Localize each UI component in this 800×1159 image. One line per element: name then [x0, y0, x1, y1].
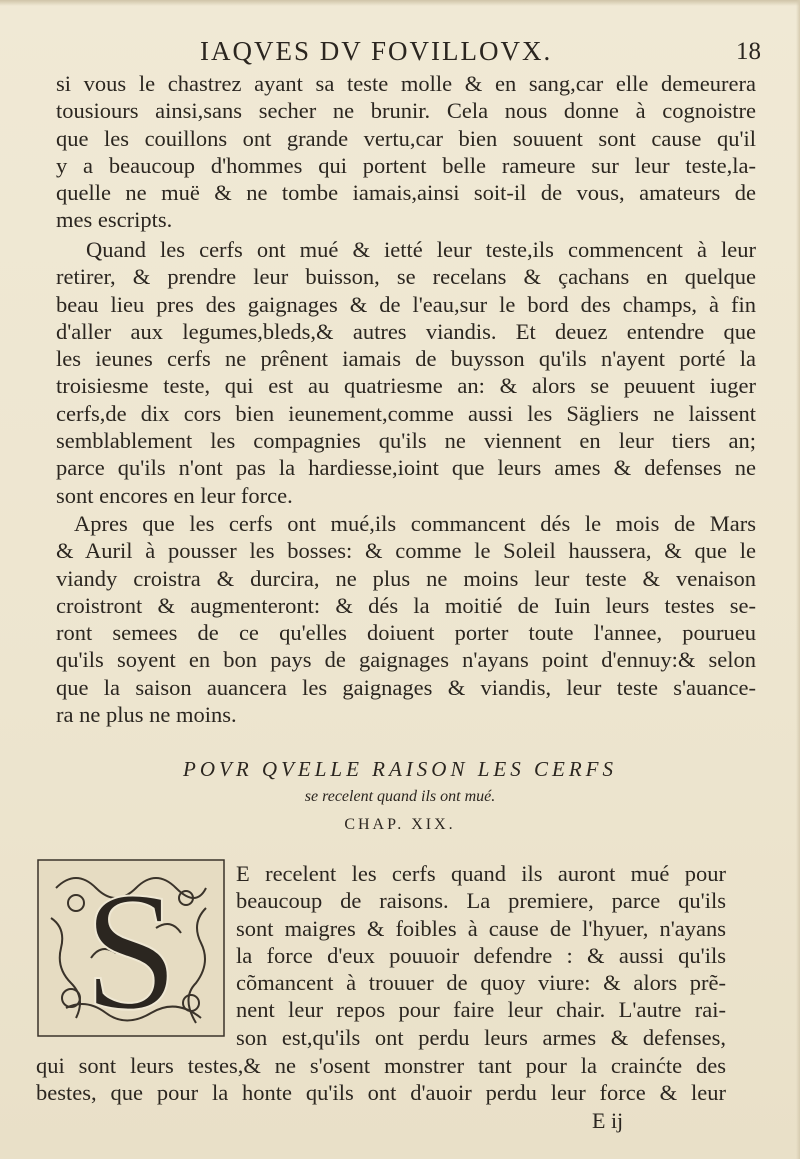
text-line: beau lieu pres des gaignages & de l'eau,sur le bord des champs, à fin	[56, 291, 756, 317]
text-line: d'aller aux legumes,bleds,& autres viandis. Et deuez entendre que	[56, 318, 756, 344]
page-edge-top	[0, 0, 800, 6]
text-line: y a beaucoup d'hommes qui portent belle rameure sur leur teste,la-	[56, 152, 756, 178]
text-line: bestes, que pour la honte qu'ils ont d'auoir perdu leur force & leur	[36, 1080, 726, 1106]
svg-text:S: S	[83, 858, 179, 1038]
text-line: sont encores en leur force.	[56, 482, 293, 508]
text-line: sont maigres & foibles à cause de l'hyuer, n'ayans	[236, 915, 726, 941]
text-line: tousiours ainsi,sans secher ne brunir. Cela nous donne à cognoistre	[56, 98, 756, 124]
text-line: ra ne plus ne moins.	[56, 702, 237, 728]
catchword: E ij	[592, 1108, 624, 1133]
paragraph-2	[56, 236, 756, 509]
text-line: beaucoup de raisons. La premiere, parce qu'ils	[236, 888, 726, 914]
text-line: cõmancent à trouuer de quoy viure: & alors prẽ-	[236, 970, 726, 996]
text-line: semblablement les compagnies qu'ils ne viennent en leur tiers an;	[56, 428, 756, 454]
text-line: troisiesme teste, qui est au quatriesme an: & alors se peuuent iuger	[56, 373, 756, 399]
text-line: qui sont leurs testes,& ne s'osent monstrer tant pour la crainćte des	[36, 1053, 726, 1078]
chapter-paragraph	[236, 860, 800, 1051]
text-line: parce qu'ils n'ont pas la hardiesse,ioint que leurs ames & defenses ne	[56, 455, 756, 481]
text-line: son est,qu'ils ont perdu leurs armes & defenses,	[236, 1024, 726, 1050]
text-line: mes escripts.	[56, 207, 173, 233]
text-line: ront semees de ce qu'elles doiuent porter toute l'annee, pourueu	[56, 620, 756, 646]
paragraph-3	[56, 510, 756, 728]
text-line: que la saison auancera les gaignages & viandis, leur teste s'auance-	[56, 674, 756, 700]
chapter-paragraph-continued	[36, 1052, 726, 1107]
text-line: les ieunes cerfs ne prênent iamais de buysson qu'ils n'ayent porté la	[56, 346, 756, 372]
text-line: Apres que les cerfs ont mué,ils commancent dés le mois de Mars	[74, 511, 756, 536]
text-line: la force d'eux pouuoir defendre : & aussi qu'ils	[236, 942, 726, 968]
text-line: Quand les cerfs ont mué & ietté leur teste,ils commencent à leur	[86, 237, 756, 262]
text-line: E recelent les cerfs quand ils auront mué pour	[236, 861, 726, 886]
text-line: cerfs,de dix cors bien ieunement,comme aussi les Sägliers ne laissent	[56, 400, 756, 426]
text-line: & Auril à pousser les bosses: & comme le Soleil haussera, & que le	[56, 538, 756, 564]
ornamental-initial-s-icon	[36, 858, 226, 1038]
text-line: qu'ils soyent en bon pays de gaignages n'ayans point d'ennuy:& selon	[56, 647, 756, 673]
text-line: que les couillons ont grande vertu,car bien souuent sont cause qu'il	[56, 125, 756, 151]
chapter-number: CHAP. XIX.	[344, 816, 456, 833]
text-line: quelle ne muë & ne tombe iamais,ainsi soit-il de vous, amateurs de	[56, 180, 756, 206]
text-line: croistront & augmenteront: & dés la moitié de Iuin leurs testes se-	[56, 592, 756, 618]
chapter-title: POVR QVELLE RAISON LES CERFS	[183, 757, 617, 781]
page-number: 18	[736, 38, 761, 65]
running-head: IAQVES DV FOVILLOVX.	[200, 36, 553, 66]
chapter-subtitle: se recelent quand ils ont mué.	[304, 788, 496, 805]
paragraph-1	[56, 70, 756, 234]
text-line: nent leur repos pour faire leur chair. L'autre rai-	[236, 997, 726, 1023]
text-line: viandy croistra & durcira, ne plus ne moins leur teste & venaison	[56, 565, 756, 591]
text-line: retirer, & prendre leur buisson, se recelans & çachans en quelque	[56, 264, 756, 290]
text-line: si vous le chastrez ayant sa teste molle & en sang,car elle demeurera	[56, 71, 756, 96]
